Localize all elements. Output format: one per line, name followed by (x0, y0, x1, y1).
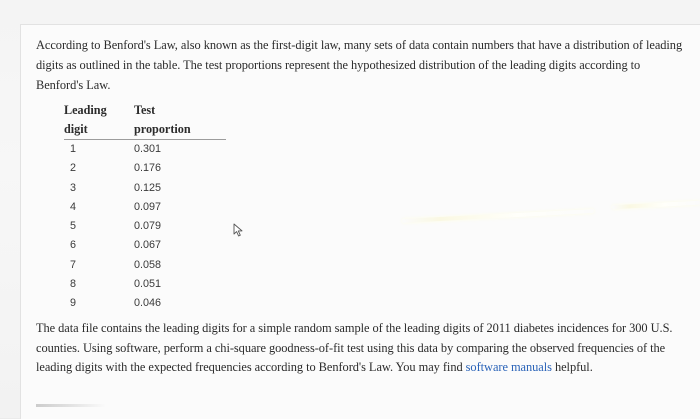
header-test-proportion-line2: proportion (134, 122, 191, 136)
table-row (64, 294, 226, 313)
header-leading-digit-line1: Leading (64, 103, 107, 117)
header-leading-digit-line2: digit (64, 122, 88, 136)
digit-cell: 7 (69, 258, 76, 271)
proportion-cell: 0.067 (134, 239, 162, 252)
header-test-proportion-line1: Test (134, 103, 156, 117)
software-manuals-link[interactable]: software manuals (465, 360, 552, 374)
table-row (64, 159, 226, 178)
digit-cell: 8 (69, 277, 76, 290)
instructions-paragraph (36, 319, 684, 378)
cut-off-text-fragment (36, 404, 106, 407)
digit-cell: 3 (69, 181, 76, 194)
header-test-proportion (134, 101, 191, 139)
proportion-cell: 0.046 (134, 297, 162, 309)
benford-table (64, 101, 226, 313)
proportion-cell: 0.051 (134, 277, 162, 290)
instructions-text-end: helpful. (551, 360, 593, 374)
digit-cell: 4 (69, 200, 76, 213)
proportion-cell: 0.058 (134, 258, 162, 271)
table-row (64, 236, 226, 255)
table-row (64, 256, 226, 275)
digit-cell: 9 (69, 297, 76, 309)
proportion-cell: 0.301 (134, 143, 162, 155)
proportion-cell: 0.176 (134, 162, 162, 175)
mouse-pointer-icon (233, 223, 245, 237)
proportion-cell: 0.097 (134, 200, 162, 213)
header-leading-digit (64, 101, 107, 139)
instructions-text: The data file contains the leading digits for a simple random sample of the leading digits of 2011 diabetes incidences for 300 U.S. counties. Using software, perform a chi-square goodness-of-fit test using this data by comparing the observed frequencies of the leading digits with the expected frequencies according to Benford's Law. You may find (36, 321, 673, 374)
table-row (64, 275, 226, 294)
digit-cell: 1 (69, 143, 76, 155)
table-row (64, 179, 226, 198)
table-row (64, 140, 226, 159)
digit-cell: 2 (69, 162, 76, 175)
digit-cell: 5 (69, 220, 76, 232)
proportion-cell: 0.125 (134, 181, 162, 194)
table-body (64, 140, 226, 313)
digit-cell: 6 (69, 239, 76, 252)
table-row (64, 198, 226, 217)
intro-paragraph: According to Benford's Law, also known as the first-digit law, many sets of data contain numbers that have a distribution of leading digits as outlined in the table. The test proportions represent the hypothesized distribution of the leading digits according to Benford's Law. (36, 38, 683, 92)
table-row (64, 217, 226, 236)
proportion-cell: 0.079 (134, 220, 162, 232)
table-header (64, 101, 226, 140)
